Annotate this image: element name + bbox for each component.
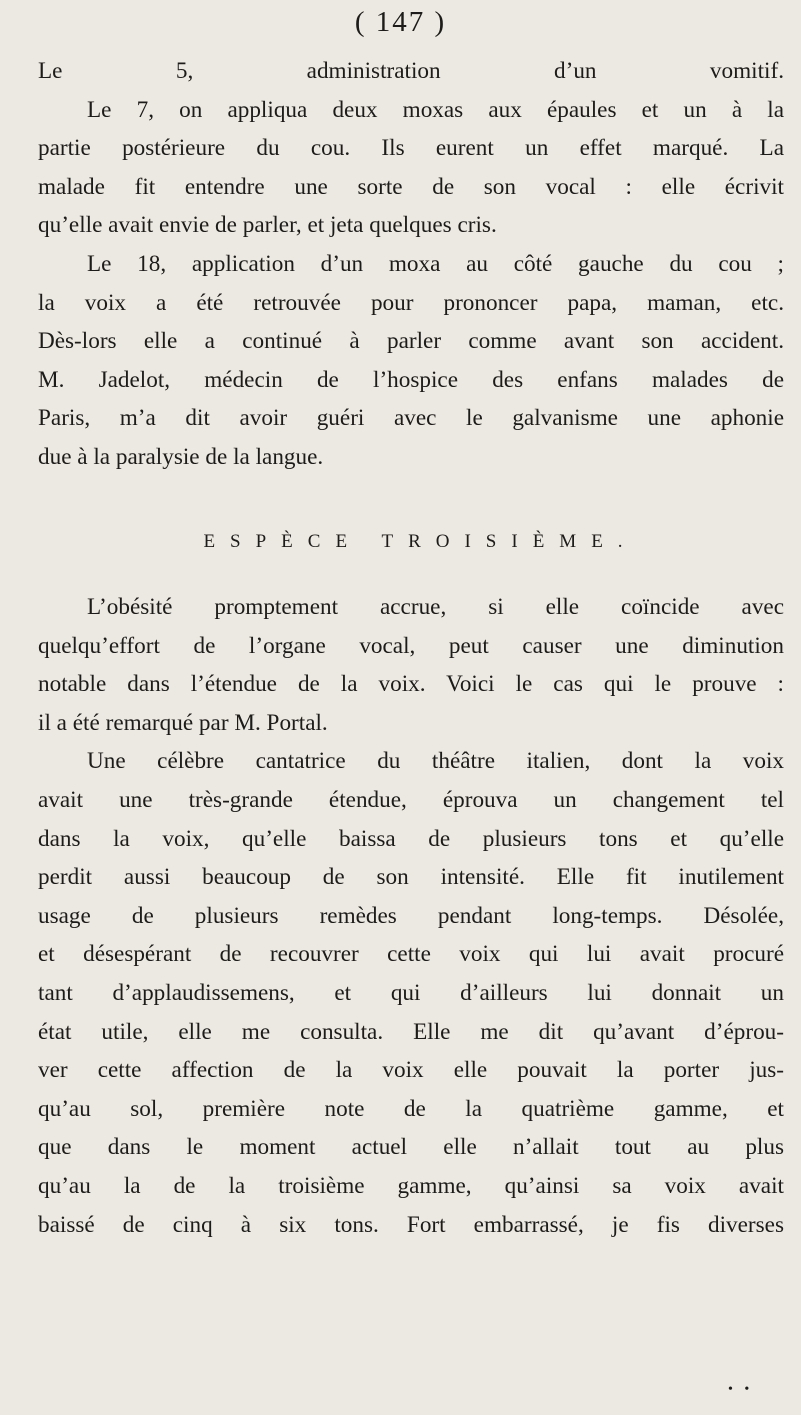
- text-line: que dans le moment actuel elle n’allait tout au plus: [38, 1134, 784, 1161]
- text-line: la voix a été retrouvée pour prononcer papa, maman, etc.: [38, 289, 784, 316]
- text-line: L’obésité promptement accrue, si elle coïncide avec: [87, 594, 784, 620]
- text-line: baissé de cinq à six tons. Fort embarrassé, je fis diverses: [38, 1211, 784, 1238]
- text-line: Une célèbre cantatrice du théâtre italien, dont la voix: [87, 748, 784, 775]
- text-line: Le 18, application d’un moxa au côté gauche du cou ;: [87, 250, 784, 277]
- text-line: Dès-lors elle a continué à parler comme avant son accident.: [38, 328, 784, 355]
- text-line: Le 7, on appliqua deux moxas aux épaules et un à la: [87, 96, 784, 123]
- text-line: état utile, elle me consulta. Elle me dit qu’avant d’éprou-: [38, 1018, 784, 1045]
- text-line: tant d’applaudissemens, et qui d’ailleurs lui donnait un: [38, 979, 784, 1006]
- text-line: et désespérant de recouvrer cette voix qui lui avait procuré: [38, 941, 784, 968]
- text-line: qu’au la de la troisième gamme, qu’ainsi sa voix avait: [38, 1172, 784, 1199]
- paragraph-block-obesity: [38, 588, 784, 1244]
- signature-mark: • •: [728, 1382, 754, 1397]
- text-line: il a été remarqué par M. Portal.: [38, 709, 328, 736]
- text-line: quelqu’effort de l’organe vocal, peut causer une diminution: [38, 632, 784, 659]
- text-line: M. Jadelot, médecin de l’hospice des enfans malades de: [38, 366, 784, 393]
- text-line: usage de plusieurs remèdes pendant long-temps. Désolée,: [38, 902, 784, 929]
- text-line: ver cette affection de la voix elle pouvait la porter jus-: [38, 1057, 784, 1084]
- text-line: malade fit entendre une sorte de son vocal : elle écrivit: [38, 173, 784, 200]
- text-line: qu’au sol, première note de la quatrième gamme, et: [38, 1095, 784, 1122]
- paragraph-block-case-notes: [38, 52, 784, 477]
- page-number: ( 147 ): [354, 6, 447, 38]
- text-line: due à la paralysie de la langue.: [38, 443, 324, 470]
- text-line: avait une très-grande étendue, éprouva un changement tel: [38, 786, 784, 813]
- text-line: qu’elle avait envie de parler, et jeta quelques cris.: [38, 212, 497, 239]
- section-heading: ESPÈCE TROISIÈME.: [203, 531, 638, 552]
- text-line: Paris, m’a dit avoir guéri avec le galvanisme une aphonie: [38, 405, 784, 432]
- text-line: partie postérieure du cou. Ils eurent un effet marqué. La: [38, 135, 784, 162]
- text-line: notable dans l’étendue de la voix. Voici le cas qui le prouve :: [38, 671, 784, 698]
- text-line: perdit aussi beaucoup de son intensité. Elle fit inutilement: [38, 864, 784, 891]
- text-line: dans la voix, qu’elle baissa de plusieurs tons et qu’elle: [38, 825, 784, 852]
- text-line: Le 5, administration d’un vomitif.: [38, 58, 784, 84]
